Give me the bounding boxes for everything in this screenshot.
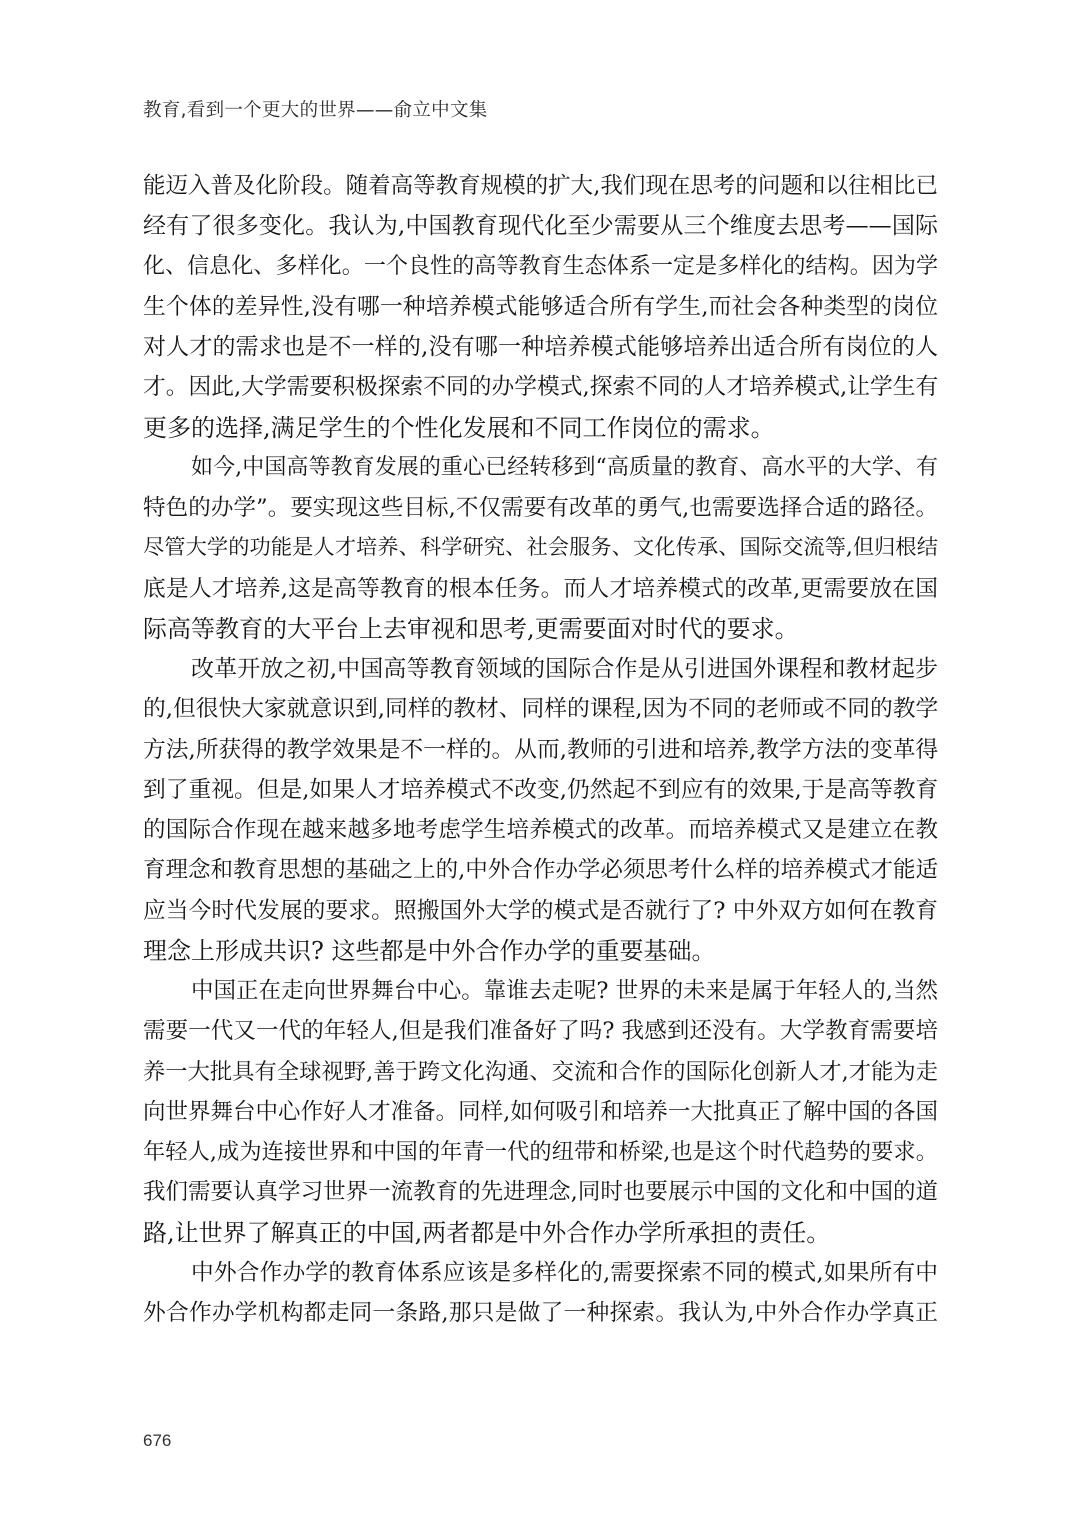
text-line: 路,让世界了解真正的中国,两者都是中外合作办学所承担的责任。 <box>143 1218 831 1247</box>
text-line: 育理念和教育思想的基础之上的,中外合作办学必须思考什么样的培养模式才能适 <box>143 857 938 884</box>
text-line: 化、信息化、多样化。一个良性的高等教育生态体系一定是多样化的结构。因为学 <box>143 253 938 279</box>
text-line: 经有了很多变化。我认为,中国教育现代化至少需要从三个维度去思考——国际 <box>143 213 938 240</box>
text-line: 我们需要认真学习世界一流教育的先进理念,同时也要展示中国的文化和中国的道 <box>143 1179 938 1206</box>
text-line: 生个体的差异性,没有哪一种培养模式能够适合所有学生,而社会各种类型的岗位 <box>143 293 938 320</box>
text-line: 需要一代又一代的年轻人,但是我们准备好了吗? 我感到还没有。大学教育需要培 <box>143 1018 938 1045</box>
text-line: 特色的办学”。要实现这些目标,不仅需要有改革的勇气,也需要选择合适的路径。 <box>143 495 938 521</box>
text-line: 才。因此,大学需要积极探索不同的办学模式,探索不同的人才培养模式,让学生有 <box>143 374 939 401</box>
text-line: 中外合作办学的教育体系应该是多样化的,需要探索不同的模式,如果所有中 <box>191 1259 938 1286</box>
text-line: 的,但很快大家就意识到,同样的教材、同样的课程,因为不同的老师或不同的教学 <box>143 696 939 723</box>
text-line: 理念上形成共识? 这些都是中外合作办学的重要基础。 <box>143 936 716 965</box>
text-line: 尽管大学的功能是人才培养、科学研究、社会服务、文化传承、国际交流等,但归根结 <box>143 535 938 561</box>
text-line: 方法,所获得的教学效果是不一样的。从而,教师的引进和培养,教学方法的变革得 <box>143 736 939 763</box>
text-line: 如今,中国高等教育发展的重心已经转移到“高质量的教育、高水平的大学、有 <box>191 454 938 480</box>
text-line: 到了重视。但是,如果人才培养模式不改变,仍然起不到应有的效果,于是高等教育 <box>143 776 939 803</box>
text-line: 应当今时代发展的要求。照搬国外大学的模式是否就行了? 中外双方如何在教育 <box>143 897 938 924</box>
text-line: 底是人才培养,这是高等教育的根本任务。而人才培养模式的改革,更需要放在国 <box>143 575 938 602</box>
text-line: 更多的选择,满足学生的个性化发展和不同工作岗位的需求。 <box>143 413 775 442</box>
text-line: 向世界舞台中心作好人才准备。同样,如何吸引和培养一大批真正了解中国的各国 <box>143 1098 938 1125</box>
text-line: 对人才的需求也是不一样的,没有哪一种培养模式能够培养出适合所有岗位的人 <box>143 334 938 360</box>
page-number: 676 <box>143 1431 172 1450</box>
text-line: 养一大批具有全球视野,善于跨文化沟通、交流和合作的国际化创新人才,才能为走 <box>143 1058 938 1085</box>
text-line: 际高等教育的大平台上去审视和思考,更需要面对时代的要求。 <box>143 614 799 643</box>
running-header: 教育,看到一个更大的世界——俞立中文集 <box>143 100 488 121</box>
text-line: 改革开放之初,中国高等教育领域的国际合作是从引进国外课程和教材起步 <box>191 656 938 682</box>
text-line: 年轻人,成为连接世界和中国的年青一代的纽带和桥梁,也是这个时代趋势的要求。 <box>143 1139 938 1165</box>
body-text <box>143 166 938 1333</box>
text-line: 能迈入普及化阶段。随着高等教育规模的扩大,我们现在思考的问题和以往相比已 <box>143 173 938 199</box>
text-line: 的国际合作现在越来越多地考虑学生培养模式的改革。而培养模式又是建立在教 <box>143 817 938 843</box>
text-line: 中国正在走向世界舞台中心。靠谁去走呢? 世界的未来是属于年轻人的,当然 <box>191 978 938 1004</box>
text-line: 外合作办学机构都走同一条路,那只是做了一种探索。我认为,中外合作办学真正 <box>143 1300 938 1326</box>
